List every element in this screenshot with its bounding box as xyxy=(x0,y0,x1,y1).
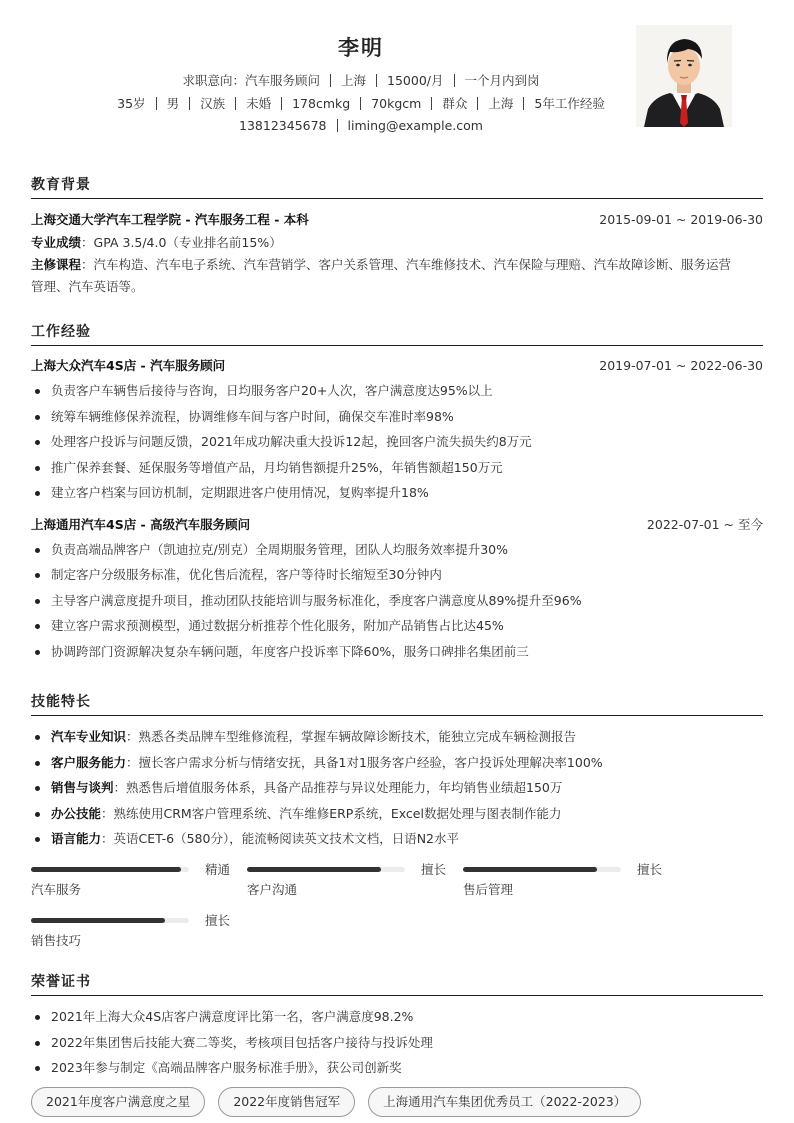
list-item xyxy=(31,826,763,852)
education-date: 2015-09-01 ~ 2019-06-30 xyxy=(599,212,763,227)
personal-info-line xyxy=(31,94,691,112)
skill-bar-track xyxy=(247,867,405,872)
courses-row xyxy=(31,254,763,298)
skill-text: ：熟悉各类品牌车型维修流程，掌握车辆故障诊断技术，能独立完成车辆检测报告 xyxy=(126,729,577,744)
job-title: 上海大众汽车4S店 - 汽车服务顾问 xyxy=(31,358,226,373)
skill-bar-fill xyxy=(31,867,181,872)
skill-bar-fill xyxy=(247,867,381,872)
skill-text: ：擅长客户需求分析与情绪安抚，具备1对1服务客户经验，客户投诉处理解决率100% xyxy=(126,754,603,770)
skill-level: 擅长 xyxy=(637,862,663,877)
divider xyxy=(431,97,432,110)
divider xyxy=(235,97,236,110)
skill-bar-track xyxy=(463,867,621,872)
job-header xyxy=(31,512,763,537)
skill-level: 精通 xyxy=(205,862,231,877)
skill-bar-track xyxy=(31,867,189,872)
list-item: 负责高端品牌客户（凯迪拉克/别克）全周期服务管理，团队人均服务效率提升30% xyxy=(31,537,763,563)
job-intention-line xyxy=(31,71,691,89)
list-item xyxy=(31,750,763,776)
school-line: 上海交通大学汽车工程学院 - 汽车服务工程 - 本科 xyxy=(31,212,309,227)
courses-value-cont: 管理、汽车英语等。 xyxy=(31,279,144,294)
divider xyxy=(523,97,524,110)
skill-level: 擅长 xyxy=(205,913,231,928)
phone: 13812345678 xyxy=(239,118,327,133)
skill-text: ：英语CET-6（580分），能流畅阅读英文技术文档，日语N2水平 xyxy=(101,831,460,846)
skill-name: 售后管理 xyxy=(463,882,514,897)
list-item: 推广保养套餐、延保服务等增值产品，月均销售额提升25%，年销售额超150万元 xyxy=(31,455,763,481)
job-date: 2019-07-01 ~ 2022-06-30 xyxy=(599,358,763,373)
divider xyxy=(189,97,190,110)
list-item: 建立客户需求预测模型，通过数据分析推荐个性化服务，附加产品销售占比达45% xyxy=(31,613,763,639)
email: liming@example.com xyxy=(347,118,483,133)
work-section xyxy=(31,321,763,664)
avatar xyxy=(636,25,732,127)
job-entry xyxy=(31,353,763,506)
height: 178cmkg xyxy=(292,96,351,111)
skill-text: ：熟悉售后增值服务体系，具备产品推荐与异议处理能力，年均销售业绩超150万 xyxy=(113,780,563,795)
divider xyxy=(454,74,455,87)
skill-name: 客户沟通 xyxy=(247,882,298,897)
list-item xyxy=(31,801,763,827)
skills-list xyxy=(31,724,763,852)
list-item: 制定客户分级服务标准，优化售后流程，客户等待时长缩短至30分钟内 xyxy=(31,562,763,588)
job-entry xyxy=(31,512,763,665)
job-date: 2022-07-01 ~ 至今 xyxy=(646,516,763,532)
divider xyxy=(281,97,282,110)
portrait-icon xyxy=(636,25,732,127)
contact-line xyxy=(31,118,691,133)
weight: 70kgcm xyxy=(371,96,422,111)
skill-label: 销售与谈判 xyxy=(51,780,114,795)
divider xyxy=(477,97,478,110)
courses-label: 主修课程 xyxy=(31,257,82,272)
honor-tags xyxy=(31,1087,641,1117)
political-status: 群众 xyxy=(442,96,468,111)
skill-label: 语言能力 xyxy=(51,831,102,846)
gpa-label: 专业成绩 xyxy=(31,235,82,250)
honor-tag: 2022年度销售冠军 xyxy=(218,1087,355,1117)
list-item xyxy=(31,775,763,801)
skill-label: 客户服务能力 xyxy=(51,754,127,770)
honor-tag: 2021年度客户满意度之星 xyxy=(31,1087,205,1117)
skill-text: ：熟练使用CRM客户管理系统、汽车维修ERP系统，Excel数据处理与图表制作能力 xyxy=(101,805,562,821)
divider xyxy=(360,97,361,110)
gpa-value: ：GPA 3.5/4.0（专业排名前15%） xyxy=(81,235,282,250)
section-title-education: 教育背景 xyxy=(31,174,763,199)
age: 35岁 xyxy=(117,96,146,111)
divider xyxy=(330,74,331,87)
job-bullets xyxy=(31,537,763,665)
job-bullets xyxy=(31,378,763,506)
education-entry-header xyxy=(31,207,763,232)
divider xyxy=(376,74,377,87)
location: 上海 xyxy=(488,96,514,111)
resume-header xyxy=(31,0,763,150)
honors-list xyxy=(31,1004,763,1081)
marital-status: 未婚 xyxy=(246,96,272,111)
gender: 男 xyxy=(166,96,180,111)
job-salary: 15000/月 xyxy=(387,73,444,88)
list-item: 负责客户车辆售后接待与咨询，日均服务客户20+人次，客户满意度达95%以上 xyxy=(31,378,763,404)
job-header xyxy=(31,353,763,378)
list-item: 统筹车辆维修保养流程，协调维修车间与客户时间，确保交车准时率98% xyxy=(31,404,763,430)
honor-tag: 上海通用汽车集团优秀员工（2022-2023） xyxy=(368,1087,641,1117)
resume-page xyxy=(31,0,763,1109)
section-title-skills: 技能特长 xyxy=(31,691,763,716)
skill-bar-track xyxy=(31,918,189,923)
list-item: 2023年参与制定《高端品牌客户服务标准手册》，获公司创新奖 xyxy=(31,1055,763,1081)
ethnicity: 汉族 xyxy=(200,96,226,111)
list-item: 主导客户满意度提升项目，推动团队技能培训与服务标准化，季度客户满意度从89%提升至96% xyxy=(31,588,763,614)
skill-label: 汽车专业知识 xyxy=(51,729,127,744)
skill-label: 办公技能 xyxy=(51,805,102,821)
skill-name: 销售技巧 xyxy=(31,933,82,948)
list-item xyxy=(31,724,763,750)
list-item: 处理客户投诉与问题反馈，2021年成功解决重大投诉12起，挽回客户流失损失约8万元 xyxy=(31,429,763,455)
courses-value: ：汽车构造、汽车电子系统、汽车营销学、客户关系管理、汽车维修技术、汽车保险与理赔、汽车故障诊断、服务运营 xyxy=(81,257,732,272)
job-city: 上海 xyxy=(341,73,367,88)
skills-section xyxy=(31,691,763,852)
job-title: 上海通用汽车4S店 - 高级汽车服务顾问 xyxy=(31,516,251,532)
section-title-work: 工作经验 xyxy=(31,321,763,346)
skill-level: 擅长 xyxy=(421,862,447,877)
job-target: 求职意向：汽车服务顾问 xyxy=(182,73,320,88)
experience-years: 5年工作经验 xyxy=(534,96,605,111)
list-item: 2022年集团售后技能大赛二等奖，考核项目包括客户接待与投诉处理 xyxy=(31,1030,763,1056)
skill-bar-fill xyxy=(31,918,165,923)
honors-section xyxy=(31,971,763,1081)
divider xyxy=(337,119,338,132)
education-section xyxy=(31,174,763,298)
list-item: 协调跨部门资源解决复杂车辆问题，年度客户投诉率下降60%，服务口碑排名集团前三 xyxy=(31,639,763,665)
gpa-row xyxy=(31,232,763,254)
divider xyxy=(156,97,157,110)
job-availability: 一个月内到岗 xyxy=(464,73,540,88)
skill-bar-fill xyxy=(463,867,597,872)
skill-name: 汽车服务 xyxy=(31,882,82,897)
candidate-name: 李明 xyxy=(338,36,384,60)
list-item: 建立客户档案与回访机制，定期跟进客户使用情况，复购率提升18% xyxy=(31,480,763,506)
section-title-honors: 荣誉证书 xyxy=(31,971,763,996)
list-item: 2021年上海大众4S店客户满意度评比第一名，客户满意度98.2% xyxy=(31,1004,763,1030)
